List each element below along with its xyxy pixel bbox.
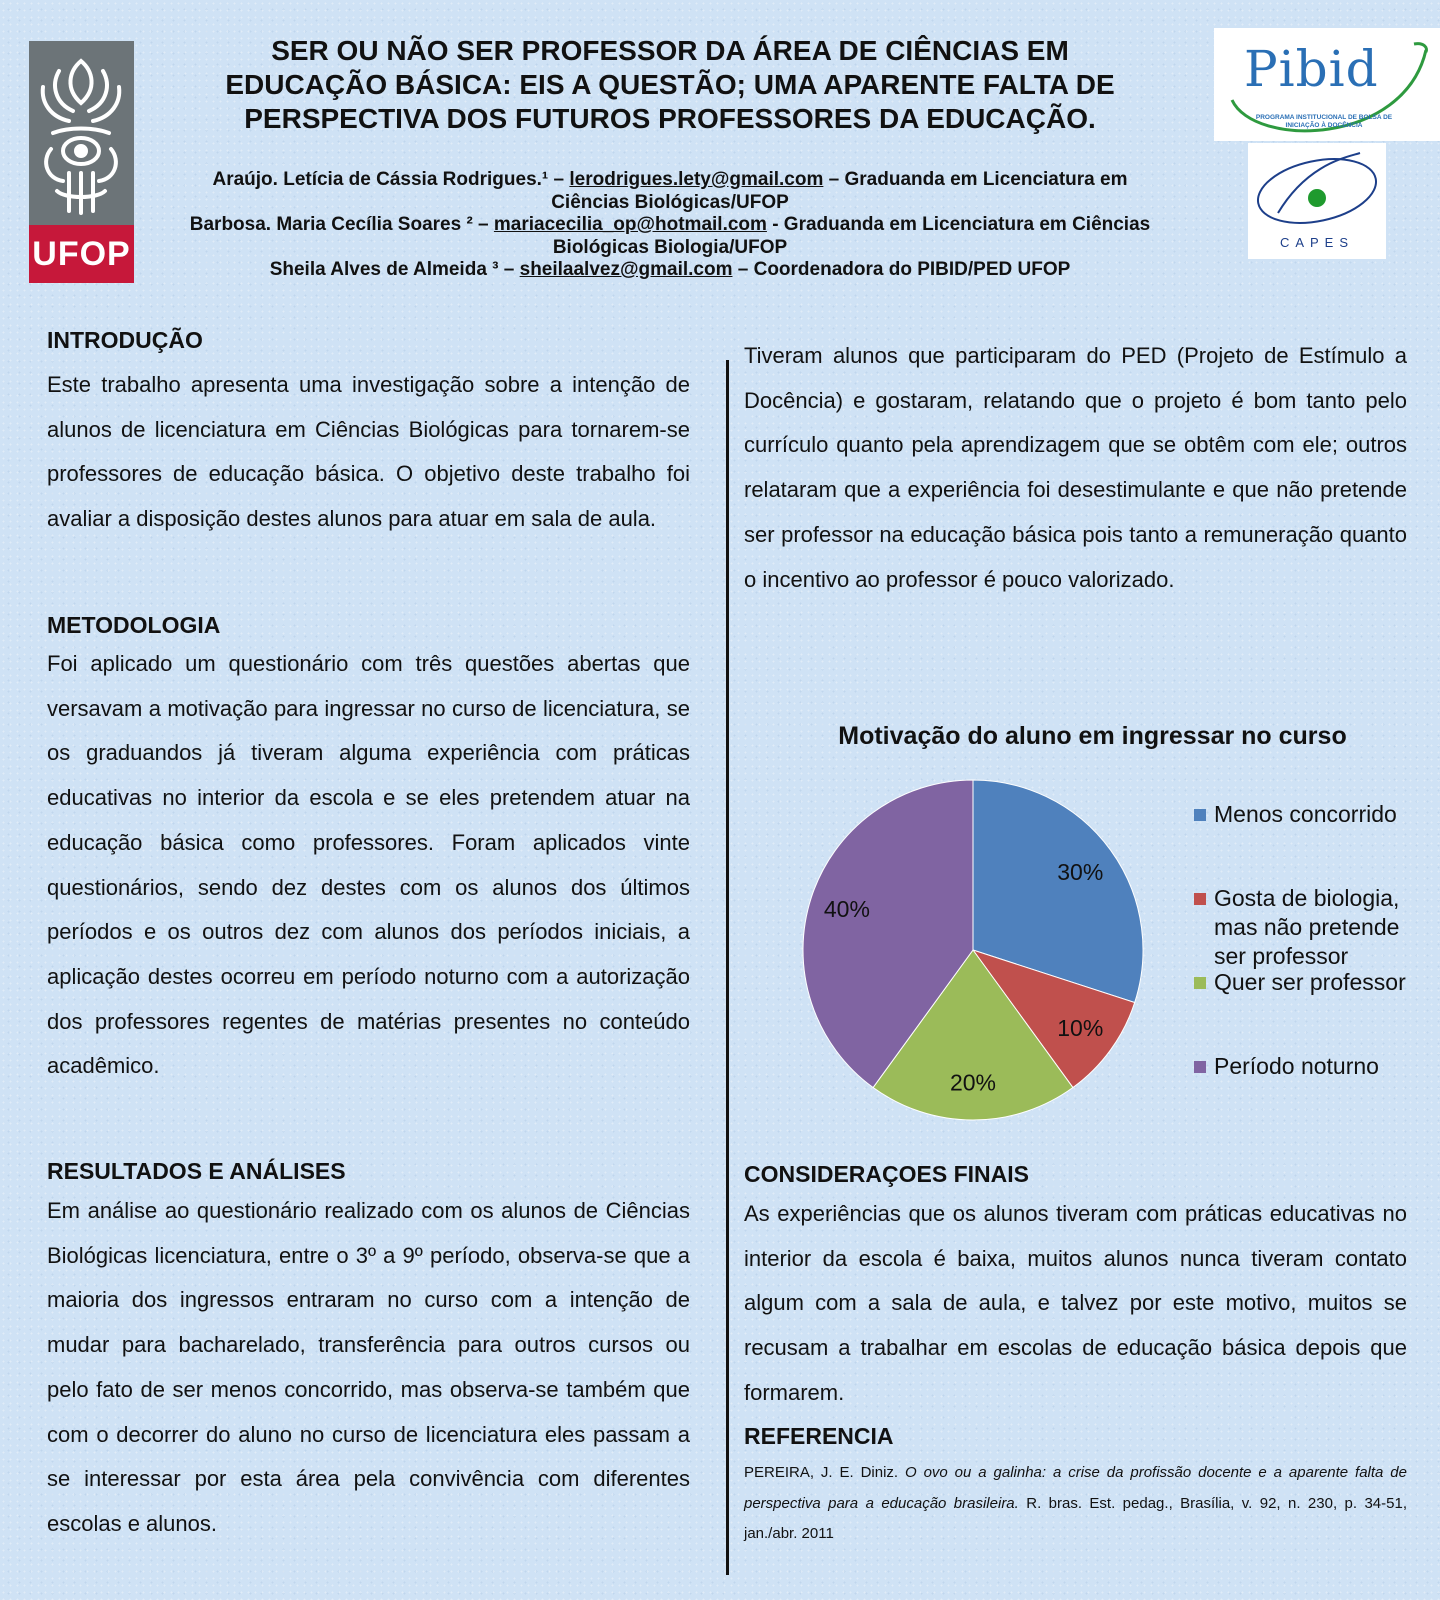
author-name: Barbosa. Maria Cecília Soares ² – — [189, 214, 494, 235]
reference-entry — [744, 1458, 1407, 1550]
legend-label: Período noturno — [1214, 1053, 1379, 1079]
pie-chart — [780, 760, 1180, 1140]
legend-label: ser professor — [1214, 943, 1349, 969]
capes-wordmark: CAPES — [1279, 235, 1355, 250]
pie-data-label: 40% — [823, 896, 870, 923]
author-affiliation: Ciências Biológicas/UFOP — [551, 191, 789, 213]
author-email-link[interactable]: mariacecilia_op@hotmail.com — [493, 214, 767, 235]
legend-item — [1190, 968, 1440, 997]
author-line — [150, 237, 1190, 260]
legend-label: mas não pretende — [1214, 914, 1400, 940]
author-name: Sheila Alves de Almeida ³ – — [269, 259, 520, 280]
results-continued-text: Tiveram alunos que participaram do PED (Projeto de Estímulo a Docência) e gostaram, relatando que o projeto é bom tanto pelo currículo quanto pela aprendizagem que se obtêm com ele; outros relataram que a experiência foi desestimulante e que não pretende ser professor na educação básica pois tanto a remuneração quanto o incentivo ao professor é pouco valorizado. — [744, 343, 1407, 592]
title-line: EDUCAÇÃO BÁSICA: EIS A QUESTÃO; UMA APARENTE FALTA DE — [225, 69, 1115, 100]
pie-data-label: 30% — [1057, 859, 1104, 886]
author-name: Araújo. Letícia de Cássia Rodrigues.¹ – — [212, 169, 570, 190]
column-divider — [726, 360, 729, 1575]
legend-item — [1190, 1052, 1440, 1081]
author-line — [150, 169, 1190, 192]
pie-data-label: 20% — [949, 1069, 997, 1096]
legend-item — [1190, 800, 1440, 829]
author-list — [150, 169, 1190, 282]
author-affiliation: Biológicas Biologia/UFOP — [552, 236, 788, 258]
final-text: As experiências que os alunos tiveram com práticas educativas no interior da escola é baixa, muitos alunos nunca tiveram contato algum com a sala de aula, e talvez por este motivo, muitos se recusam a trabalhar em escolas de educação básica depois que formarem. — [744, 1201, 1407, 1405]
author-affiliation: – Graduanda em Licenciatura em — [823, 169, 1128, 190]
author-line — [150, 259, 1190, 282]
legend-label: Quer ser professor — [1214, 969, 1406, 995]
title-line: PERSPECTIVA DOS FUTUROS PROFESSORES DA EDUCAÇÃO. — [244, 103, 1096, 134]
reference-heading: REFERENCIA — [744, 1423, 894, 1449]
capes-orbit-icon — [1248, 143, 1386, 233]
chart-title: Motivação do aluno em ingressar no curso — [838, 722, 1347, 750]
author-affiliation: - Graduanda em Licenciatura em Ciências — [766, 214, 1151, 235]
legend-label: Gosta de biologia, — [1214, 885, 1400, 911]
ufop-emblem-icon — [29, 41, 134, 225]
final-heading: CONSIDERAÇOES FINAIS — [744, 1161, 1029, 1187]
reference-author: PEREIRA, J. E. Diniz. — [744, 1464, 905, 1481]
intro-heading: INTRODUÇÃO — [47, 327, 203, 353]
title-line: SER OU NÃO SER PROFESSOR DA ÁREA DE CIÊNCIAS EM — [271, 35, 1069, 66]
author-line — [150, 192, 1190, 215]
author-email-link[interactable]: lerodrigues.lety@gmail.com — [569, 169, 824, 190]
reference-source: R. bras. Est. pedag., Brasília, v. 92, n. 230, p. 34-51, jan./abr. 2011 — [744, 1494, 1407, 1542]
legend-swatch — [1194, 977, 1206, 989]
results-heading: RESULTADOS E ANÁLISES — [47, 1158, 346, 1184]
legend-swatch — [1194, 1061, 1206, 1073]
author-affiliation: – Coordenadora do PIBID/PED UFOP — [732, 259, 1071, 280]
reference-title: O ovo ou a galinha: a crise da profissão docente e a aparente falta de perspectiva para a educação brasileira. — [744, 1464, 1407, 1512]
legend-label: Menos concorrido — [1214, 801, 1397, 827]
ufop-emblem — [29, 41, 134, 225]
results-text: Em análise ao questionário realizado com os alunos de Ciências Biológicas licenciatura, entre o 3º a 9º período, observa-se que a maioria dos ingressos entraram no curso com a intenção de mudar para bacharelado, transferência para outros cursos ou pelo fato de ser menos concorrido, mas observa-se também que com o decorrer do aluno no curso de licenciatura eles passam a se interessar por esta área pela convivência com diferentes escolas e alunos. — [47, 1198, 690, 1536]
author-email-link[interactable]: sheilaalvez@gmail.com — [519, 259, 733, 280]
legend-swatch — [1194, 893, 1206, 905]
pibid-logo — [1214, 28, 1440, 141]
intro-text: Este trabalho apresenta uma investigação sobre a intenção de alunos de licenciatura em Ciências Biológicas para tornarem-se professores de educação básica. O objetivo deste trabalho foi avaliar a disposição destes alunos para atuar em sala de aula. — [47, 372, 690, 532]
pibid-wordmark: Pibid — [1244, 40, 1379, 98]
legend-item — [1190, 884, 1440, 971]
method-text: Foi aplicado um questionário com três questões abertas que versavam a motivação para ingressar no curso de licenciatura, se os graduandos já tiveram alguma experiência com práticas educativas no interior da escola e se eles pretendem atuar na educação básica como professores. Foram aplicados vinte questionários, sendo dez destes com os alunos dos últimos períodos e os outros dez com alunos dos períodos iniciais, a aplicação destes ocorreu em período noturno com a autorização dos professores regentes de matérias presentes no conteúdo acadêmico. — [47, 651, 690, 1079]
method-heading: METODOLOGIA — [47, 612, 221, 638]
legend-swatch — [1194, 809, 1206, 821]
ufop-logo — [29, 41, 134, 283]
ufop-wordmark: UFOP — [29, 225, 134, 283]
pibid-subtitle: PROGRAMA INSTITUCIONAL DE BOLSA DE INICIAÇÃO À DOCÊNCIA — [1255, 114, 1393, 129]
author-line — [150, 214, 1190, 237]
pie-data-label: 10% — [1057, 1014, 1104, 1041]
capes-logo — [1248, 143, 1386, 259]
poster-title — [150, 34, 1190, 136]
